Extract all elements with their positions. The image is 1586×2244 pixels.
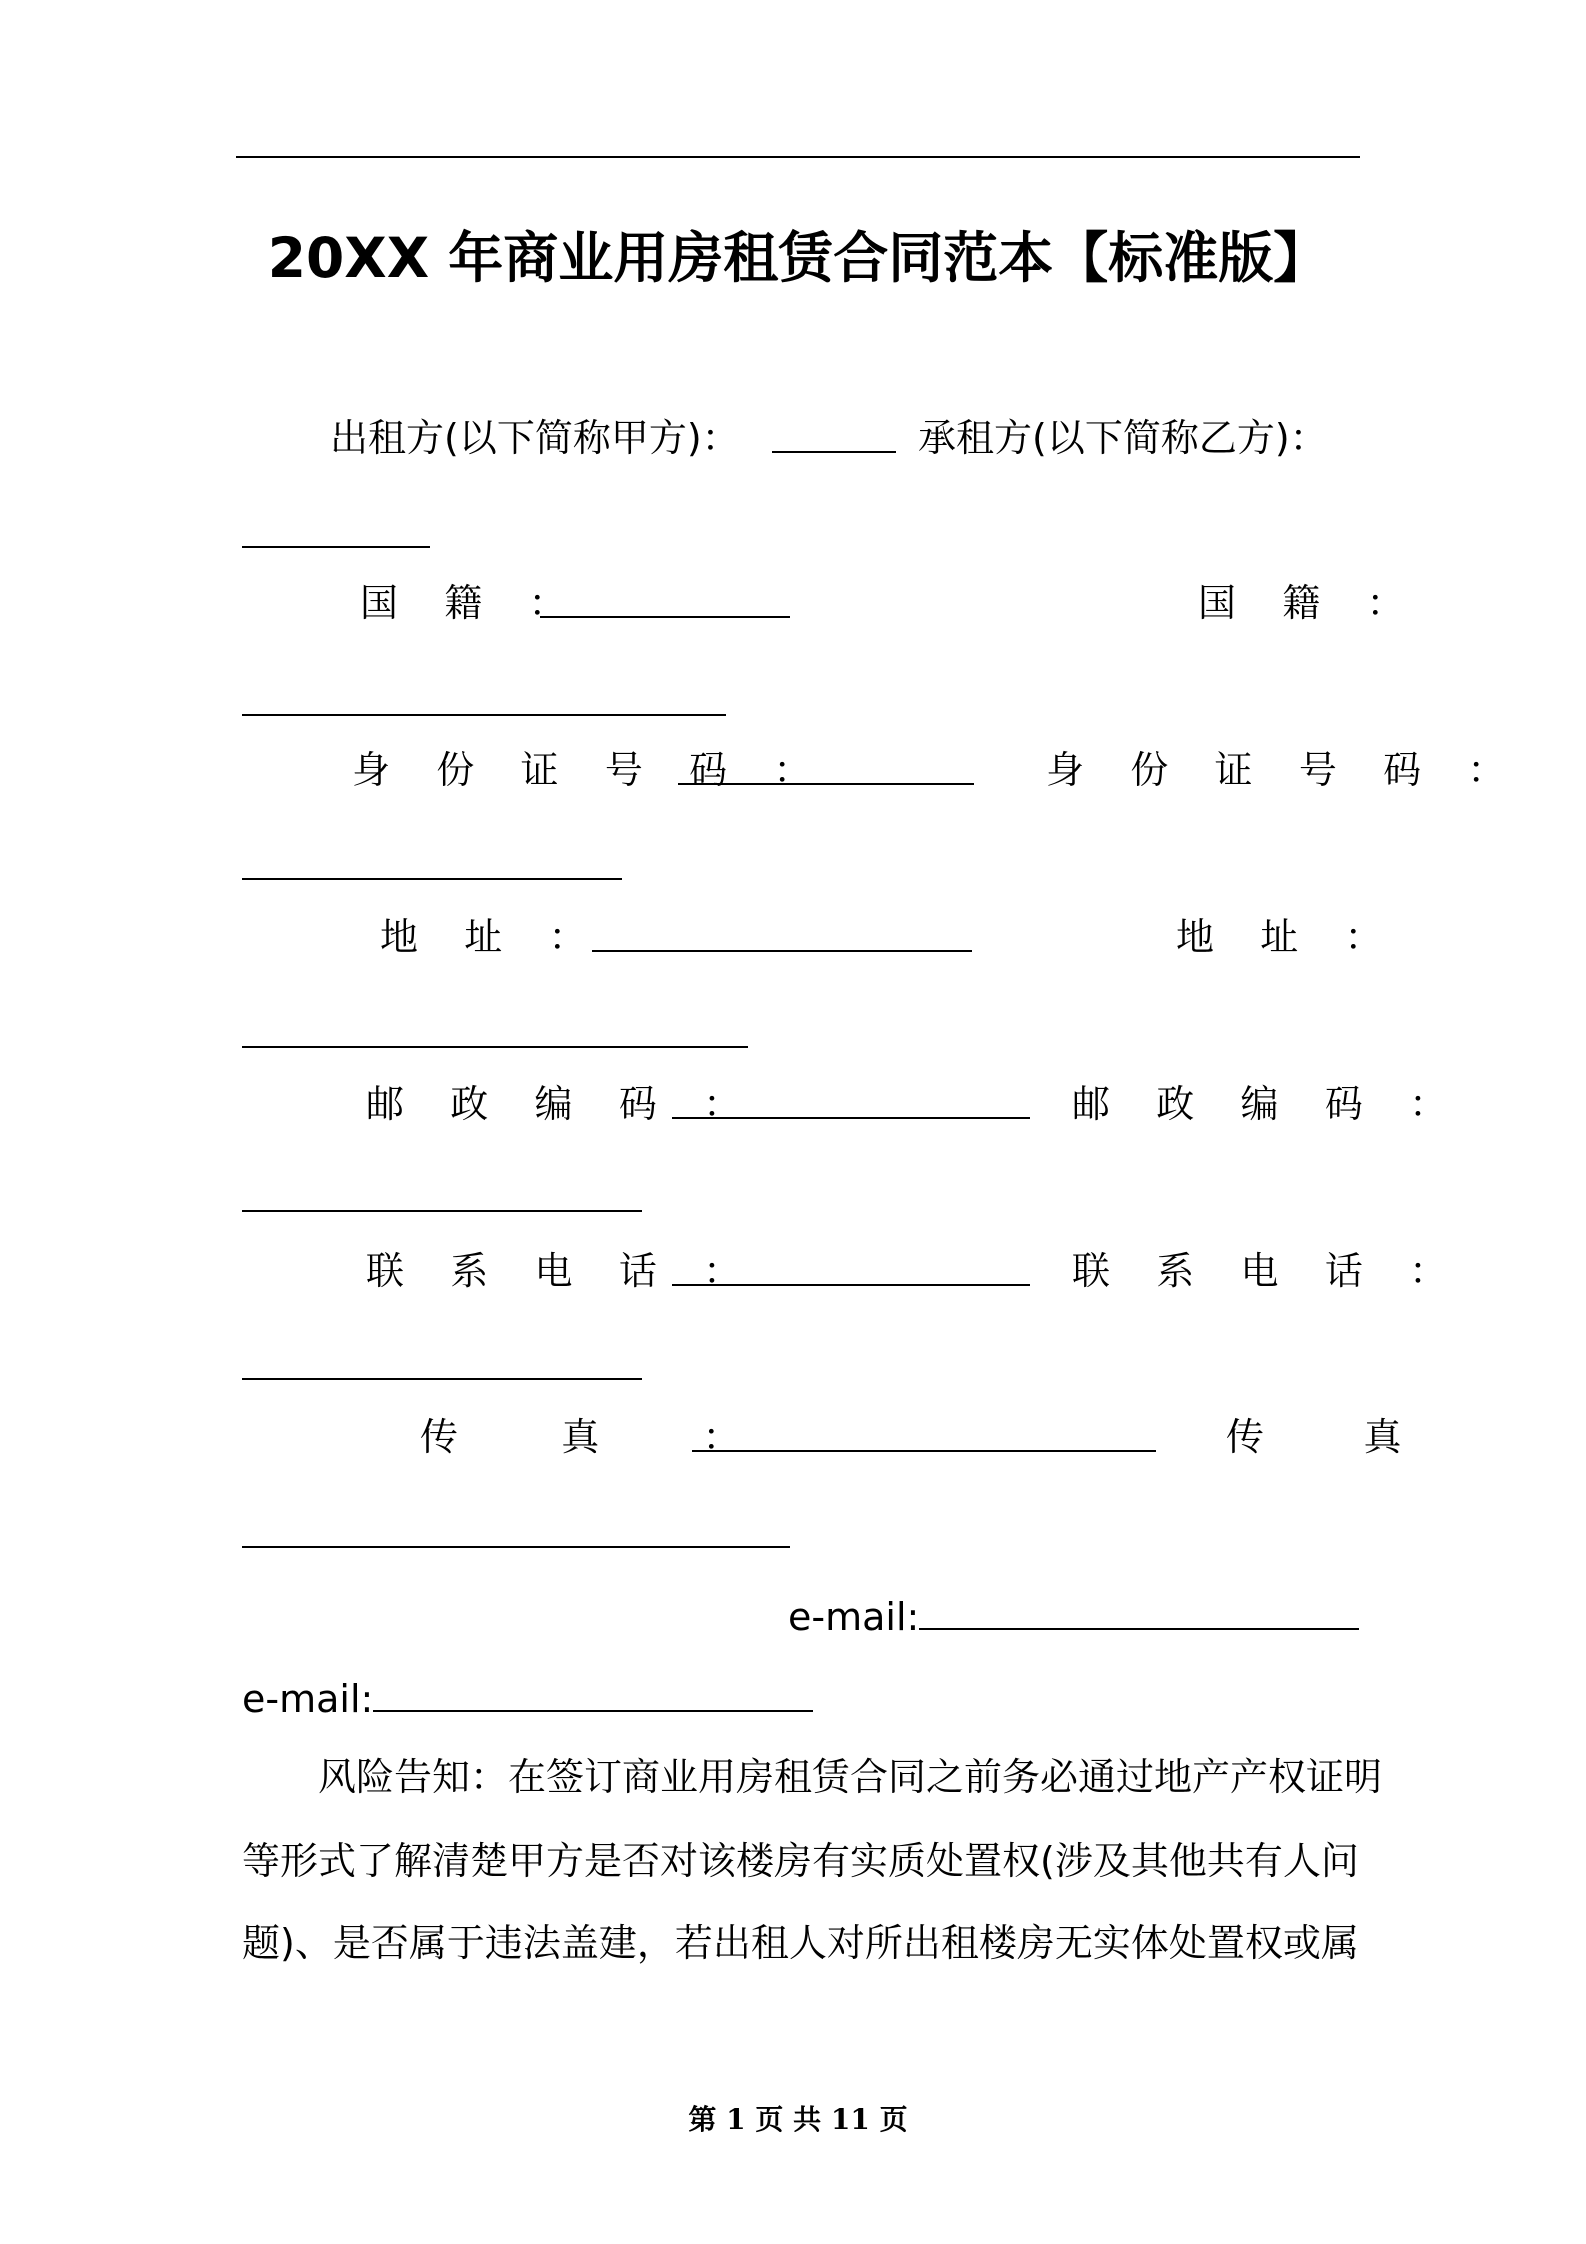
lessee-blank[interactable] (242, 508, 430, 560)
lessee-postal-blank[interactable] (242, 1172, 642, 1224)
lessor-postal-blank[interactable] (672, 1079, 1030, 1131)
risk-notice-line-2: 等形式了解清楚甲方是否对该楼房有实质处置权(涉及其他共有人问 (242, 1839, 1359, 1883)
header-rule (236, 156, 1360, 158)
lessee-email-blank[interactable] (373, 1672, 813, 1712)
lessor-postal-label: 邮 政 编 码 ： (366, 1082, 759, 1126)
lessor-address-label: 地 址 ： (380, 915, 604, 959)
lessee-label (918, 413, 1328, 463)
lessor-nationality-label: 国 籍 ： (360, 581, 584, 625)
lessee-email-label: e-mail: (242, 1677, 374, 1721)
lessor-label (330, 413, 740, 463)
lessee-fax-blank[interactable] (242, 1508, 790, 1560)
lessee-phone-label: 联 系 电 话 ： (1072, 1249, 1465, 1293)
lessor-nationality-blank[interactable] (540, 578, 790, 630)
risk-notice-line-3: 题)、是否属于违法盖建，若出租人对所出租楼房无实体处置权或属 (242, 1921, 1359, 1965)
lessee-nationality-blank[interactable] (242, 676, 726, 728)
lessor-fax-blank[interactable] (692, 1412, 1156, 1464)
lessor-id-blank[interactable] (678, 745, 974, 797)
lessee-label-text: 承租方(以下简称乙方)： (918, 416, 1328, 460)
lessor-label-text: 出租方(以下简称甲方)： (330, 416, 740, 460)
lessee-address-blank[interactable] (242, 1008, 748, 1060)
document-title: 20XX 年商业用房租赁合同范本【标准版】 (267, 226, 1329, 290)
lessee-nationality-label: 国 籍 ： (1198, 581, 1422, 625)
risk-notice-line-1: 风险告知：在签订商业用房租赁合同之前务必通过地产产权证明 (318, 1755, 1383, 1799)
lessee-fax-label: 传 真 (1226, 1415, 1446, 1459)
lessor-email-blank[interactable] (919, 1590, 1359, 1630)
lessee-address-label: 地 址 ： (1176, 915, 1400, 959)
page-footer: 第 1 页 共 11 页 (688, 2103, 908, 2136)
lessee-postal-label: 邮 政 编 码 ： (1072, 1082, 1465, 1126)
lessor-fax-label: 传 真 ： (420, 1415, 787, 1459)
lessor-address-blank[interactable] (592, 912, 972, 964)
lessor-blank[interactable] (772, 413, 896, 465)
lessee-id-blank[interactable] (242, 840, 622, 892)
lessee-id-label: 身 份 证 号 码 ： (1046, 748, 1523, 792)
lessor-email-label: e-mail: (788, 1595, 920, 1639)
lessee-phone-blank[interactable] (242, 1340, 642, 1392)
lessee-email-line (242, 1672, 813, 1724)
lessor-id-label: 身 份 证 号 码 ： (352, 748, 829, 792)
lessor-phone-label: 联 系 电 话 ： (366, 1249, 759, 1293)
lessor-phone-blank[interactable] (672, 1246, 1030, 1298)
lessor-email-line (788, 1590, 1359, 1642)
